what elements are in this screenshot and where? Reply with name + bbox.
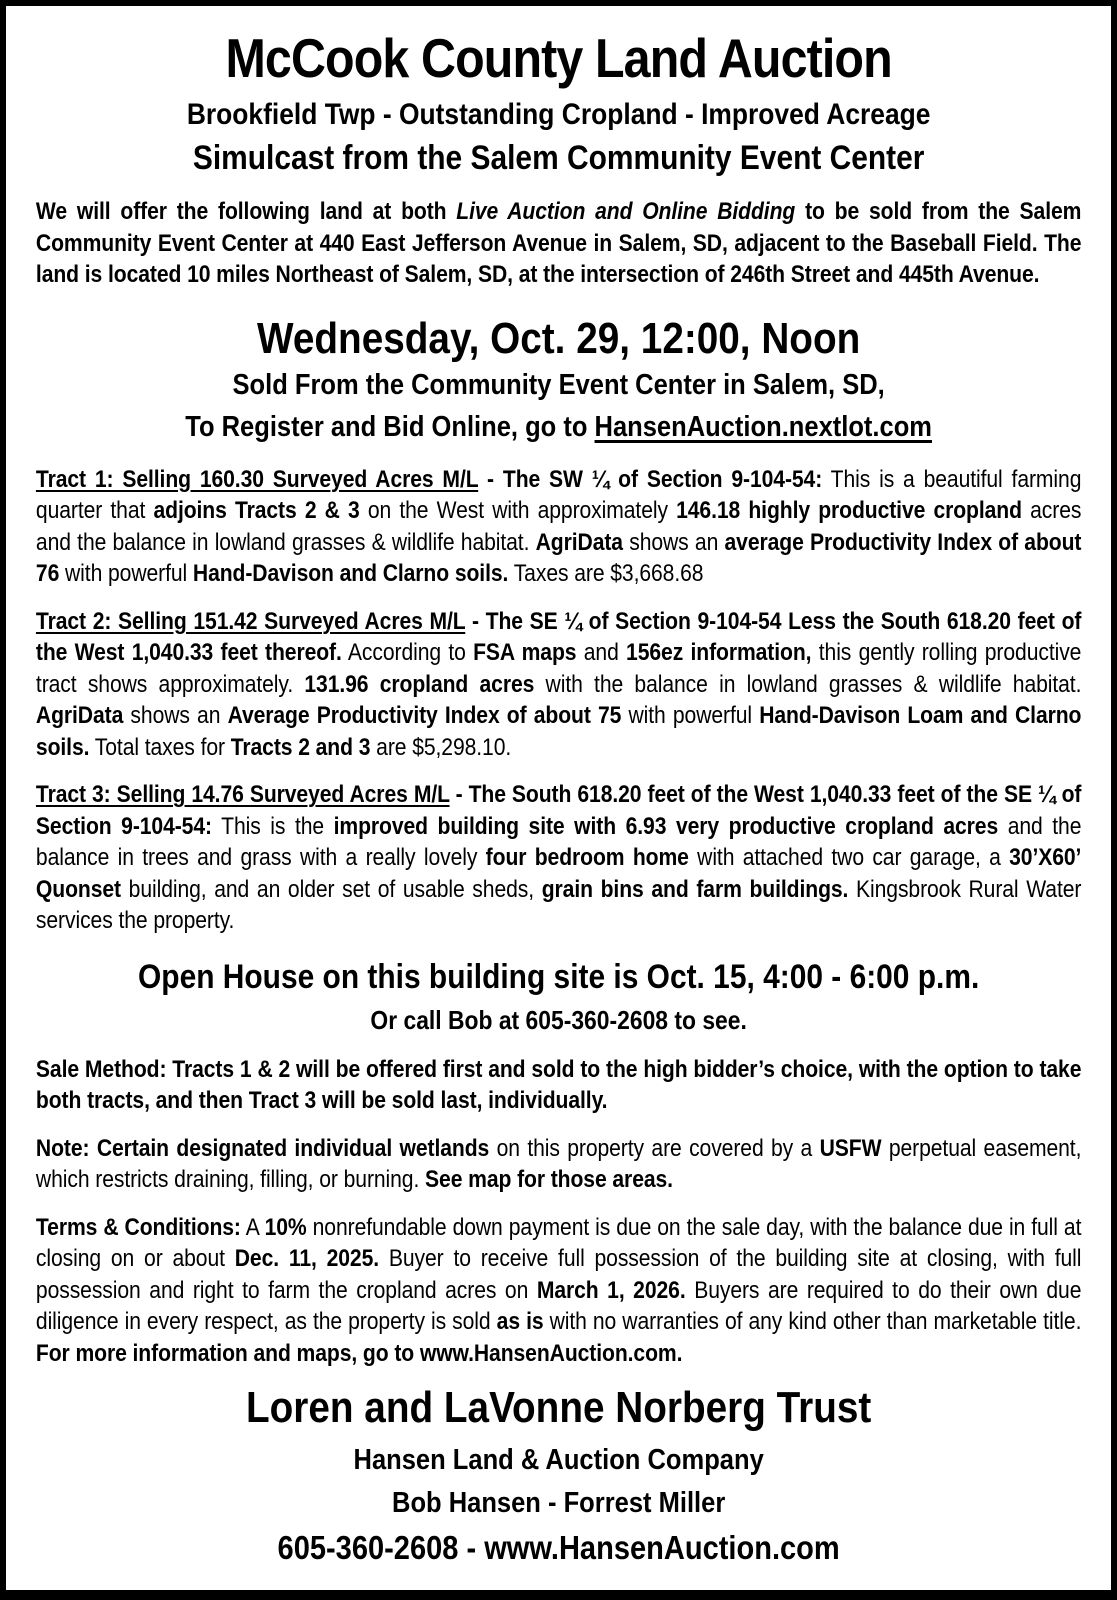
terms-paragraph: Terms & Conditions: A 10% nonrefundable down payment is due on the sale day, with the balance due in full at closing on or about Dec. 11, 2025. Buyer to receive full possession of the building site at closing, with full possession and right to farm the cropland acres on March 1, 2026. Buyers are required to do their own due diligence in every respect, as the property is sold as is with no warranties of any kind other than marketable title. For more information and maps, go to www.HansenAuction.com. (35, 1213, 1082, 1367)
auction-company-name: Hansen Land & Auction Company (353, 1443, 764, 1476)
tract-3-description: Tract 3: Selling 14.76 Surveyed Acres M/L - The South 618.20 feet of the West 1,040.33 feet of the SE ¼ of Section 9-104-54: This is the improved building site with 6.93 very productive cropland acres and the balance in trees and grass with a really lovely four bedroom home with attached two car garage, a 30’X60’ Quonset building, and an older set of usable sheds, grain bins and farm buildings. Kingsbrook Rural Water services the property. (35, 781, 1082, 935)
subtitle-simulcast: Simulcast from the Salem Community Event Center (192, 139, 925, 178)
subtitle-township: Brookfield Twp - Outstanding Cropland - Improved Acreage (186, 97, 931, 131)
tract-1-description: Tract 1: Selling 160.30 Surveyed Acres M/L - The SW ¼ of Section 9-104-54: This is a beautiful farming quarter that adjoins Tracts 2 & 3 on the West with approximately 146.18 highly productive cropland acres and the balance in lowland grasses & wildlife habitat. AgriData shows an average Productivity Index of about 76 with powerful Hand-Davison and Clarno soils. Taxes are $3,668.68 (35, 465, 1082, 588)
flyer-content (6, 6, 1111, 1568)
register-text: To Register and Bid Online, go to (185, 411, 595, 444)
page-title: McCook County Land Auction (225, 27, 892, 89)
open-house-heading: Open House on this building site is Oct. 15, 4:00 - 6:00 p.m. (138, 957, 980, 996)
contact-line: 605-360-2608 - www.HansenAuction.com (277, 1529, 840, 1567)
sold-from-line: Sold From the Community Event Center in Salem, SD, (232, 369, 885, 402)
tract-2-description: Tract 2: Selling 151.42 Surveyed Acres M/L - The SE ¼ of Section 9-104-54 Less the South 618.20 feet of the West 1,040.33 feet thereof. According to FSA maps and 156ez information, this gently rolling productive tract shows approximately. 131.96 cropland acres with the balance in lowland grasses & wildlife habitat. AgriData shows an Average Productivity Index of about 75 with powerful Hand-Davison Loam and Clarno soils. Total taxes for Tracts 2 and 3 are $5,298.10. (35, 607, 1082, 761)
sale-method-paragraph: Sale Method: Tracts 1 & 2 will be offered first and sold to the high bidder’s choice, with the option to take both tracts, and then Tract 3 will be sold last, individually. (35, 1055, 1082, 1115)
auction-date-heading: Wednesday, Oct. 29, 12:00, Noon (257, 313, 861, 363)
agent-names: Bob Hansen - Forrest Miller (392, 1486, 726, 1519)
seller-name: Loren and LaVonne Norberg Trust (245, 1383, 872, 1433)
nextlot-link[interactable]: HansenAuction.nextlot.com (594, 411, 933, 444)
note-paragraph: Note: Certain designated individual wetlands on this property are covered by a USFW perpetual easement, which restricts draining, filling, or burning. See map for those areas. (35, 1134, 1082, 1194)
register-line (36, 409, 1081, 447)
intro-paragraph: We will offer the following land at both Live Auction and Online Bidding to be sold from the Salem Community Event Center at 440 East Jefferson Avenue in Salem, SD, adjacent to the Baseball Field. The land is located 10 miles Northeast of Salem, SD, at the intersection of 246th Street and 445th Avenue. (35, 198, 1082, 289)
open-house-contact: Or call Bob at 605-360-2608 to see. (370, 1004, 747, 1035)
